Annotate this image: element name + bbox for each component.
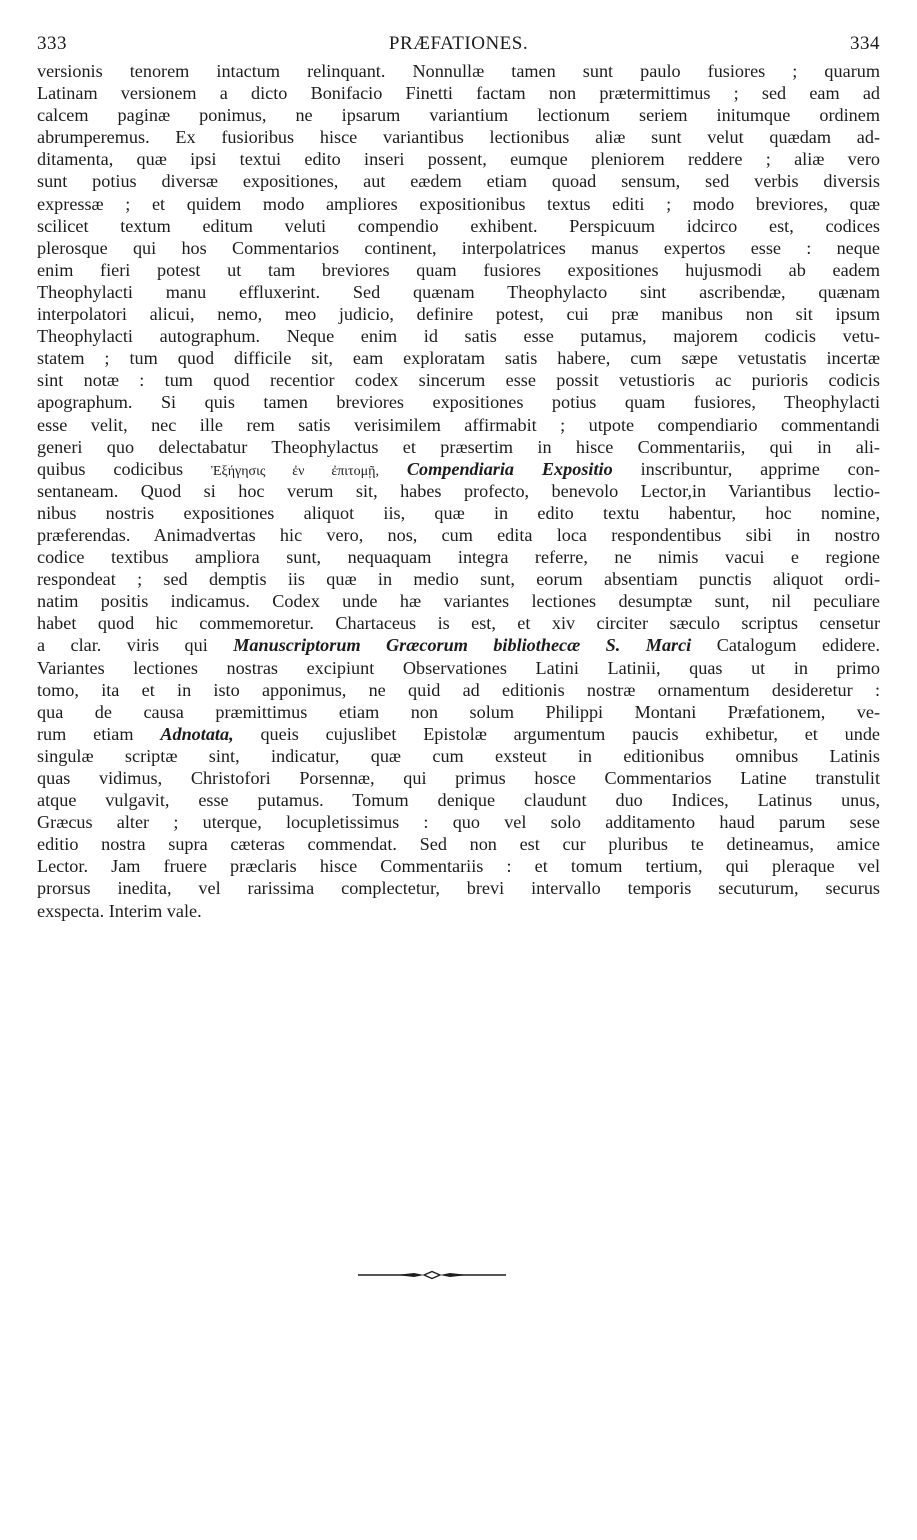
text-line: qua de causa præmittimus etiam non solum Philippi Montani Præfationem, ve- xyxy=(37,701,880,722)
text-line: Variantes lectiones nostras excipiunt Observationes Latini Latinii, quas ut in primo xyxy=(37,657,880,678)
book-page xyxy=(37,32,880,922)
text-line: codice textibus ampliora sunt, nequaquam integra referre, ne nimis vacui e regione xyxy=(37,547,880,568)
page-number-left: 333 xyxy=(37,33,67,54)
text-line: præferendas. Animadvertas hic vero, nos, cum edita loca respondentibus sibi in nostro xyxy=(37,524,880,545)
text-segment: inscribuntur, apprime con- xyxy=(640,458,880,479)
text-line: prorsus inedita, vel rarissima complectetur, brevi intervallo temporis secuturum, securus xyxy=(37,878,880,899)
text-line: plerosque qui hos Commentarios continent, interpolatrices manus expertos esse : neque xyxy=(37,237,880,258)
preface-text xyxy=(37,60,880,922)
text-segment: quibus codicibus xyxy=(37,458,184,479)
text-line: apographum. Si quis tamen breviores expositiones potius quam fusiores, Theophylacti xyxy=(37,392,880,413)
text-line: singulæ scriptæ sint, indicatur, quæ cum exsteut in editionibus omnibus Latinis xyxy=(37,745,880,766)
text-line: esse velit, nec ille rem satis verisimilem affirmabit ; utpote compendiario commentandi xyxy=(37,414,880,435)
text-line: Theophylacti autographum. Neque enim id satis esse putamus, majorem codicis vetu- xyxy=(37,326,880,347)
text-line: nibus nostris expositiones aliquot iis, quæ in edito textu habentur, hoc nomine, xyxy=(37,502,880,523)
text-line: quas vidimus, Christofori Porsennæ, qui primus hosce Commentarios Latine transtulit xyxy=(37,768,880,788)
text-line: generi quo delectabatur Theophylactus et præsertim in hisce Commentariis, qui in ali- xyxy=(37,436,880,457)
italic-title: Compendiaria Expositio xyxy=(406,458,613,479)
text-line: Theophylacti manu effluxerint. Sed quænam Theophylacto sint ascribendæ, quænam xyxy=(37,281,880,302)
text-line: Latinam versionem a dicto Bonifacio Finetti factam non prætermittimus ; sed eam ad xyxy=(37,83,880,104)
text-line-greek xyxy=(37,458,880,480)
text-line: tomo, ita et in isto apponimus, ne quid ad editionis nostræ ornamentum desideretur : xyxy=(37,679,880,700)
text-segment: Catalogum edidere. xyxy=(716,635,880,656)
italic-title: Manuscriptorum Græcorum bibliothecæ S. Marci xyxy=(233,635,692,656)
text-line: abrumperemus. Ex fusioribus hisce variantibus lectionibus aliæ sunt velut quædam ad- xyxy=(37,127,880,148)
italic-title: Adnotata, xyxy=(160,723,234,744)
text-line: expressæ ; et quidem modo ampliores expositionibus textus editi ; modo breviores, quæ xyxy=(37,193,880,214)
text-line: habet quod hic commemoretur. Chartaceus is est, et xiv circiter sæculo scriptus censetur xyxy=(37,613,880,634)
text-line: calcem paginæ ponimus, ne ipsarum variantium lectionum seriem initumque ordinem xyxy=(37,105,880,126)
end-ornament xyxy=(358,1270,508,1280)
page-number-right: 334 xyxy=(850,33,880,54)
text-line: ditamenta, quæ ipsi textui edito inseri possent, eumque pleniorem reddere ; aliæ vero xyxy=(37,149,880,170)
text-line: Græcus alter ; uterque, locupletissimus : quo vel solo additamento haud parum sese xyxy=(37,812,880,833)
greek-title: Ἐξήγησις ἐν ἐπιτομῇ, xyxy=(211,463,379,479)
running-title: PRÆFATIONES. xyxy=(388,33,529,54)
text-line: natim positis indicamus. Codex unde hæ variantes lectiones desumptæ sunt, nil peculiare xyxy=(37,591,880,612)
text-line-adnotata xyxy=(37,723,880,745)
text-line: respondeat ; sed demptis iis quæ in medio sunt, eorum absentiam punctis aliquot ordi- xyxy=(37,569,880,590)
text-line: statem ; tum quod difficile sit, eam exploratam satis habere, cum sæpe vetustatis incertæ xyxy=(37,348,880,369)
text-line: scilicet textum editum veluti compendio exhibent. Perspicuum idcirco est, codices xyxy=(37,215,880,236)
text-line-catalogue xyxy=(37,634,880,656)
text-line: sint notæ : tum quod recentior codex sincerum esse possit vetustioris ac purioris codicis xyxy=(37,370,880,391)
text-segment: a clar. viris qui xyxy=(37,635,208,656)
text-line: sentaneam. Quod si hoc verum sit, habes profecto, benevolo Lector,in Variantibus lectio- xyxy=(37,480,880,501)
text-line: atque vulgavit, esse putamus. Tomum denique claudunt duo Indices, Latinus unus, xyxy=(37,790,880,811)
text-segment: rum etiam xyxy=(37,723,134,744)
text-line: versionis tenorem intactum relinquant. Nonnullæ tamen sunt paulo fusiores ; quarum xyxy=(37,61,880,81)
text-line: editio nostra supra cæteras commendat. Sed non est cur pluribus te detineamus, amice xyxy=(37,834,880,855)
running-head xyxy=(37,32,880,56)
text-line: Lector. Jam fruere præclaris hisce Commentariis : et tomum tertium, qui pleraque vel xyxy=(37,856,880,877)
text-segment: queis cujuslibet Epistolæ argumentum paucis exhibetur, et unde xyxy=(260,723,880,744)
text-line-final: exspecta. Interim vale. xyxy=(37,900,202,921)
text-line: interpolatori alicui, nemo, meo judicio, definire potest, cui præ manibus non sit ipsum xyxy=(37,304,880,325)
text-line: enim fieri potest ut tam breviores quam fusiores expositiones hujusmodi ab eadem xyxy=(37,259,880,280)
text-line: sunt potius diversæ expositiones, aut eædem etiam quoad sensum, sed verbis diversis xyxy=(37,171,880,192)
